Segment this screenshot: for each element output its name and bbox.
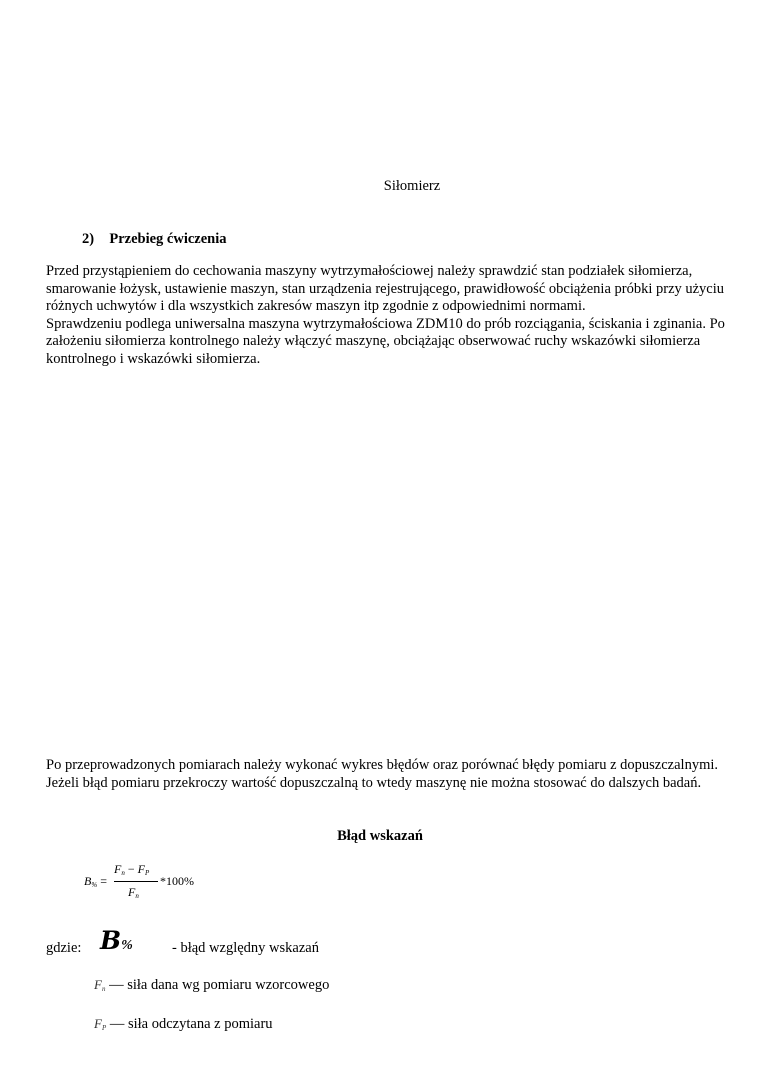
page-title-text: Siłomierz — [383, 178, 441, 194]
conclusion-text — [46, 757, 726, 792]
fp-desc: — siła odczytana z pomiaru — [109, 1016, 273, 1032]
fn-symbol: $F_n$ — [94, 977, 106, 993]
intro-text — [46, 263, 726, 368]
formula-rhs: *100% — [160, 874, 194, 888]
conclusion-paragraph: Po przeprowadzonych pomiarach należy wykonać wykres błędów oraz porównać błędy pomiaru z dopuszczalnymi. Jeżeli błąd pomiaru przekroczy wartość dopuszczalną to wtedy maszynę nie można stosować do dalszych badań. — [46, 757, 718, 791]
fn-desc: — siła dana wg pomiaru wzorcowego — [109, 977, 330, 993]
formula-lhs: $B_{\%}$ = — [84, 874, 107, 889]
legend-fp — [94, 1016, 273, 1033]
intro-paragraph-1: Przed przystąpieniem do cechowania maszyny wytrzymałościowej należy sprawdzić stan podziałek siłomierza, smarowanie łożysk, ustawienie maszyn, stan urządzenia rejestrującego, prawidłowość obciążenia próbki przy użyciu różnych uchwytów i dla wszystkich zakresów maszyn itp zgodnie z odpowiednimi normami. — [46, 263, 725, 314]
formula-numerator: $F_n - F_P$ — [114, 862, 150, 877]
where-label: gdzie: — [46, 940, 82, 956]
error-heading-text: Błąd wskazań — [337, 828, 423, 844]
legend-fn — [94, 977, 329, 994]
fp-symbol: $F_P$ — [94, 1016, 107, 1032]
section-heading — [82, 231, 227, 248]
page-title — [0, 178, 760, 195]
intro-paragraph-2: Sprawdzeniu podlega uniwersalna maszyna wytrzymałościowa ZDM10 do prób rozciągania, ściskania i zginania. Po założeniu siłomierza kontrolnego należy włączyć maszynę, obciążając obserwować ruchy wskazówki siłomierza kontrolnego i wskazówki siłomierza. — [46, 315, 725, 367]
section-title: Przebieg ćwiczenia — [109, 231, 227, 247]
formula-denominator: $F_n$ — [128, 885, 139, 900]
section-number: 2) — [82, 231, 95, 247]
legend-b-desc: - błąd względny wskazań — [172, 940, 319, 956]
fraction-bar — [114, 881, 158, 882]
error-heading — [0, 828, 760, 845]
error-formula — [84, 860, 284, 906]
legend-b-symbol: B% — [100, 926, 133, 955]
legend-where — [46, 940, 81, 957]
